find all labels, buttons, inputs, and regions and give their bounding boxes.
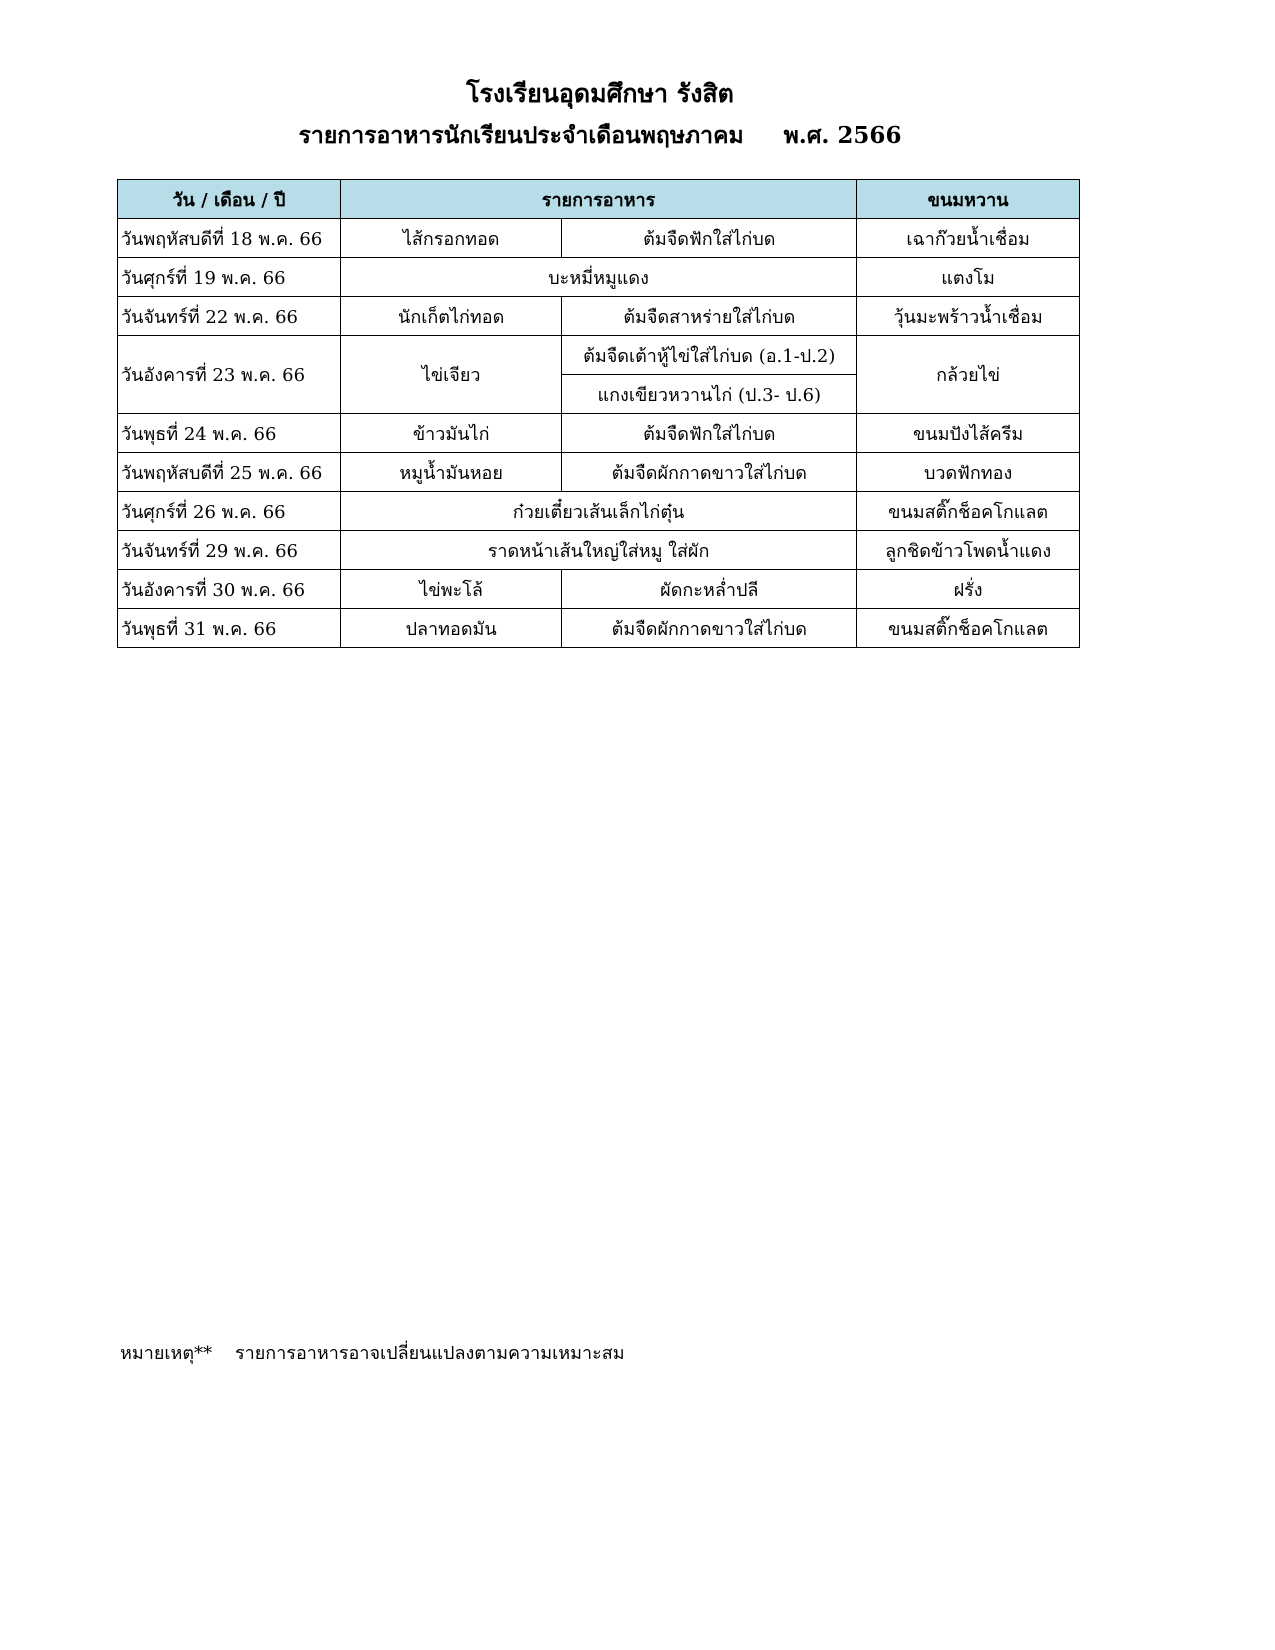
soup-cell: ต้มจืดฟักใส่ไก่บด <box>562 219 857 258</box>
date-cell: วันอังคารที่ 30 พ.ค. 66 <box>118 570 341 609</box>
dessert-cell: ฝรั่ง <box>857 570 1080 609</box>
soup-cell: ผัดกะหล่ำปลี <box>562 570 857 609</box>
date-cell: วันจันทร์ที่ 22 พ.ค. 66 <box>118 297 341 336</box>
table-row <box>118 570 1080 609</box>
date-cell: วันพฤหัสบดีที่ 18 พ.ค. 66 <box>118 219 341 258</box>
dish-cell: ราดหน้าเส้นใหญ่ใส่หมู ใส่ผัก <box>340 531 856 570</box>
main-dish-cell: ไข่พะโล้ <box>340 570 561 609</box>
table-row <box>118 492 1080 531</box>
dessert-cell: กล้วยไข่ <box>857 336 1080 414</box>
date-cell: วันจันทร์ที่ 29 พ.ค. 66 <box>118 531 341 570</box>
dish-cell: บะหมี่หมูแดง <box>340 258 856 297</box>
header-menu: รายการอาหาร <box>340 180 856 219</box>
date-cell: วันพุธที่ 24 พ.ค. 66 <box>118 414 341 453</box>
dessert-cell: ขนมสติ๊กช็อคโกแลต <box>857 492 1080 531</box>
table-row <box>118 297 1080 336</box>
dessert-cell: วุ้นมะพร้าวน้ำเชื่อม <box>857 297 1080 336</box>
header-dessert: ขนมหวาน <box>857 180 1080 219</box>
soup-cell: ต้มจืดสาหร่ายใส่ไก่บด <box>562 297 857 336</box>
menu-title: รายการอาหารนักเรียนประจำเดือนพฤษภาคม พ.ศ. 2566 <box>298 122 902 149</box>
soup-cell-alt: แกงเขียวหวานไก่ (ป.3- ป.6) <box>562 375 857 414</box>
soup-cell: ต้มจืดเต้าหู้ไข่ใส่ไก่บด (อ.1-ป.2) <box>562 336 857 375</box>
dessert-cell: ลูกชิดข้าวโพดน้ำแดง <box>857 531 1080 570</box>
menu-table <box>117 179 1080 648</box>
date-cell: วันศุกร์ที่ 26 พ.ค. 66 <box>118 492 341 531</box>
table-row <box>118 258 1080 297</box>
header-date: วัน / เดือน / ปี <box>118 180 341 219</box>
date-cell: วันอังคารที่ 23 พ.ค. 66 <box>118 336 341 414</box>
dish-cell: ก๋วยเตี๋ยวเส้นเล็กไก่ตุ๋น <box>340 492 856 531</box>
table-row <box>118 609 1080 648</box>
table-row <box>118 453 1080 492</box>
soup-cell: ต้มจืดผักกาดขาวใส่ไก่บด <box>562 609 857 648</box>
main-dish-cell: นักเก็ตไก่ทอด <box>340 297 561 336</box>
date-cell: วันพุธที่ 31 พ.ค. 66 <box>118 609 341 648</box>
main-dish-cell: ไข่เจียว <box>340 336 561 414</box>
main-dish-cell: ไส้กรอกทอด <box>340 219 561 258</box>
table-row <box>118 219 1080 258</box>
dessert-cell: บวดฟักทอง <box>857 453 1080 492</box>
soup-cell: ต้มจืดฟักใส่ไก่บด <box>562 414 857 453</box>
dessert-cell: ขนมสติ๊กช็อคโกแลต <box>857 609 1080 648</box>
footnote: หมายเหตุ** รายการอาหารอาจเปลี่ยนแปลงตามความเหมาะสม <box>120 1343 625 1364</box>
dessert-cell: แตงโม <box>857 258 1080 297</box>
main-dish-cell: หมูน้ำมันหอย <box>340 453 561 492</box>
main-dish-cell: ปลาทอดมัน <box>340 609 561 648</box>
dessert-cell: ขนมปังไส้ครีม <box>857 414 1080 453</box>
date-cell: วันศุกร์ที่ 19 พ.ค. 66 <box>118 258 341 297</box>
date-cell: วันพฤหัสบดีที่ 25 พ.ค. 66 <box>118 453 341 492</box>
soup-cell: ต้มจืดผักกาดขาวใส่ไก่บด <box>562 453 857 492</box>
table-row <box>118 531 1080 570</box>
header-row <box>118 180 1080 219</box>
table-row <box>118 414 1080 453</box>
dessert-cell: เฉาก๊วยน้ำเชื่อม <box>857 219 1080 258</box>
school-name: โรงเรียนอุดมศึกษา รังสิต <box>466 79 734 108</box>
main-dish-cell: ข้าวมันไก่ <box>340 414 561 453</box>
table-row <box>118 336 1080 375</box>
